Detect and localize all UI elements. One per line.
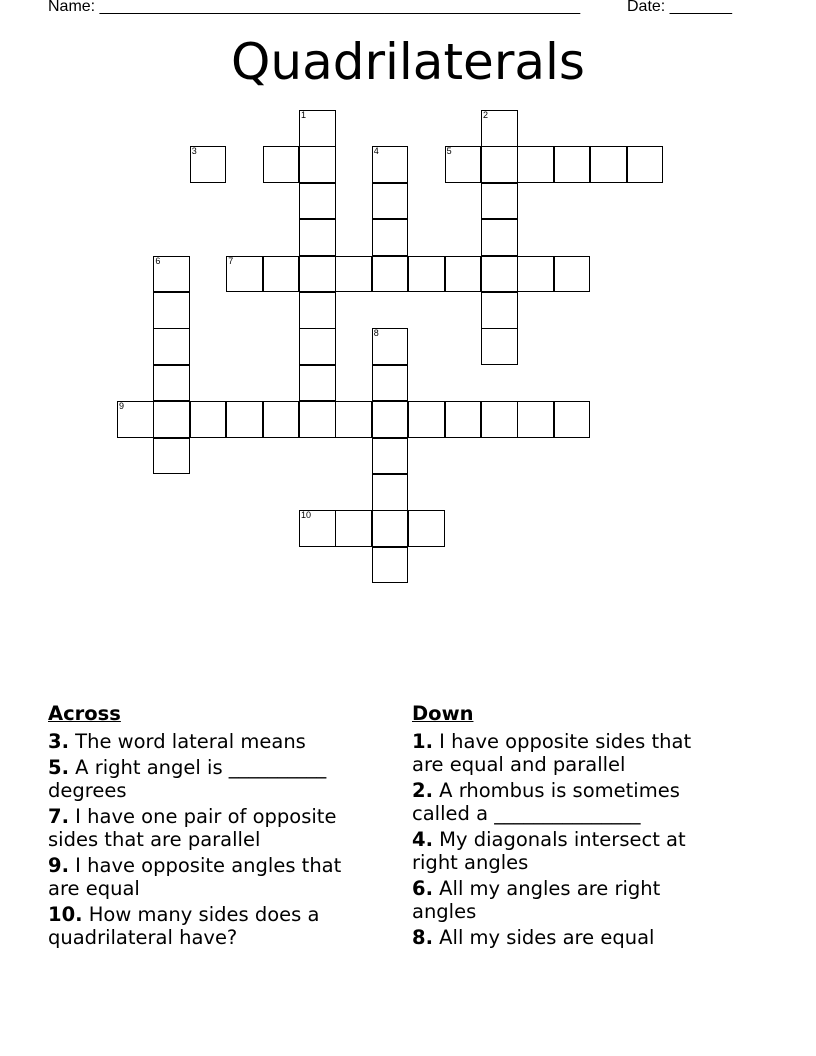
grid-cell[interactable] [190, 401, 227, 438]
grid-cell[interactable] [372, 474, 409, 511]
grid-cell[interactable] [263, 401, 300, 438]
grid-cell[interactable] [481, 256, 518, 293]
grid-cell[interactable] [408, 401, 445, 438]
clue-number-label: 9. [48, 854, 69, 877]
across-clue-list [48, 730, 378, 949]
grid-cell[interactable] [481, 146, 518, 183]
grid-cell[interactable] [481, 401, 518, 438]
clue-number-label: 7. [48, 805, 69, 828]
clue-number-label: 5. [48, 756, 69, 779]
down-clue [412, 828, 722, 874]
across-clue [48, 756, 378, 802]
clue-text: How many sides does a quadrilateral have? [48, 903, 320, 949]
grid-cell[interactable] [299, 146, 336, 183]
grid-cell[interactable] [372, 510, 409, 547]
grid-cell[interactable] [153, 438, 190, 475]
grid-cell[interactable] [299, 183, 336, 220]
clue-number-label: 2. [412, 779, 433, 802]
across-clue [48, 730, 378, 753]
grid-cell[interactable] [335, 256, 372, 293]
grid-cell[interactable] [335, 510, 372, 547]
grid-cell[interactable] [226, 401, 263, 438]
grid-cell[interactable] [554, 146, 591, 183]
clue-number: 4 [373, 146, 379, 157]
clue-number-label: 1. [412, 730, 433, 753]
grid-cell[interactable] [372, 183, 409, 220]
grid-cell[interactable] [335, 401, 372, 438]
across-clues [48, 702, 378, 952]
down-clue [412, 926, 722, 949]
grid-cell[interactable] [372, 365, 409, 402]
page-title: Quadrilaterals [231, 33, 585, 91]
grid-cell[interactable] [372, 146, 409, 183]
grid-cell[interactable] [226, 256, 263, 293]
grid-cell[interactable] [299, 401, 336, 438]
clue-number-label: 10. [48, 903, 83, 926]
clue-number: 3 [191, 146, 197, 157]
clue-text: I have opposite sides that are equal and parallel [412, 730, 692, 776]
grid-cell[interactable] [554, 256, 591, 293]
grid-cell[interactable] [481, 328, 518, 365]
grid-cell[interactable] [263, 146, 300, 183]
clue-number: 6 [155, 255, 161, 266]
grid-cell[interactable] [190, 146, 227, 183]
down-clue [412, 730, 722, 776]
grid-cell[interactable] [481, 219, 518, 256]
grid-cell[interactable] [372, 547, 409, 584]
grid-cell[interactable] [590, 146, 627, 183]
grid-cell[interactable] [263, 256, 300, 293]
grid-cell[interactable] [299, 292, 336, 329]
grid-cell[interactable] [445, 256, 482, 293]
clue-number: 2 [483, 110, 489, 120]
grid-cell[interactable] [481, 292, 518, 329]
grid-cell[interactable] [627, 146, 664, 183]
grid-cell[interactable] [153, 401, 190, 438]
across-clue [48, 854, 378, 900]
down-clue-list [412, 730, 722, 949]
clue-number-label: 3. [48, 730, 69, 753]
grid-cell[interactable] [481, 183, 518, 220]
grid-cell[interactable] [408, 510, 445, 547]
clue-number-label: 4. [412, 828, 433, 851]
clue-number: 5 [446, 146, 452, 157]
grid-cell[interactable] [481, 110, 518, 147]
down-heading: Down [412, 702, 474, 725]
clue-number: 8 [373, 328, 379, 339]
grid-cell[interactable] [299, 510, 336, 547]
clue-text: The word lateral means [68, 730, 306, 753]
down-clues [412, 702, 722, 952]
clue-number: 9 [119, 401, 125, 412]
across-heading: Across [48, 702, 121, 725]
clue-text: I have one pair of opposite sides that are parallel [48, 805, 337, 851]
grid-cell[interactable] [517, 256, 554, 293]
grid-cell[interactable] [517, 146, 554, 183]
grid-cell[interactable] [408, 256, 445, 293]
grid-cell[interactable] [372, 401, 409, 438]
clue-text: A rhombus is sometimes called a _______________ [412, 779, 680, 825]
grid-cell[interactable] [554, 401, 591, 438]
grid-cell[interactable] [153, 328, 190, 365]
grid-cell[interactable] [299, 328, 336, 365]
across-clue [48, 805, 378, 851]
clue-number-label: 8. [412, 926, 433, 949]
grid-cell[interactable] [299, 365, 336, 402]
grid-cell[interactable] [117, 401, 154, 438]
down-clue [412, 877, 722, 923]
grid-cell[interactable] [153, 365, 190, 402]
grid-cell[interactable] [372, 438, 409, 475]
grid-cell[interactable] [372, 328, 409, 365]
down-clue [412, 779, 722, 825]
grid-cell[interactable] [299, 219, 336, 256]
clue-number: 7 [228, 255, 234, 266]
clue-text: My diagonals intersect at right angles [412, 828, 686, 874]
date-field-label[interactable]: Date: _______ [627, 0, 732, 15]
grid-cell[interactable] [372, 219, 409, 256]
grid-cell[interactable] [445, 146, 482, 183]
clue-text: A right angel is __________ degrees [48, 756, 327, 802]
grid-cell[interactable] [299, 256, 336, 293]
grid-cell[interactable] [445, 401, 482, 438]
clue-number: 10 [301, 510, 312, 521]
grid-cell[interactable] [372, 256, 409, 293]
name-field-label[interactable]: Name: ______________________________________________________ [48, 0, 581, 15]
clue-text: All my sides are equal [432, 926, 655, 949]
clue-text: I have opposite angles that are equal [48, 854, 342, 900]
grid-cell[interactable] [153, 256, 190, 293]
grid-cell[interactable] [153, 292, 190, 329]
grid-cell[interactable] [517, 401, 554, 438]
grid-cell[interactable] [299, 110, 336, 147]
clue-number: 1 [301, 110, 307, 120]
clue-text: All my angles are right angles [412, 877, 661, 923]
clue-number-label: 6. [412, 877, 433, 900]
across-clue [48, 903, 378, 949]
